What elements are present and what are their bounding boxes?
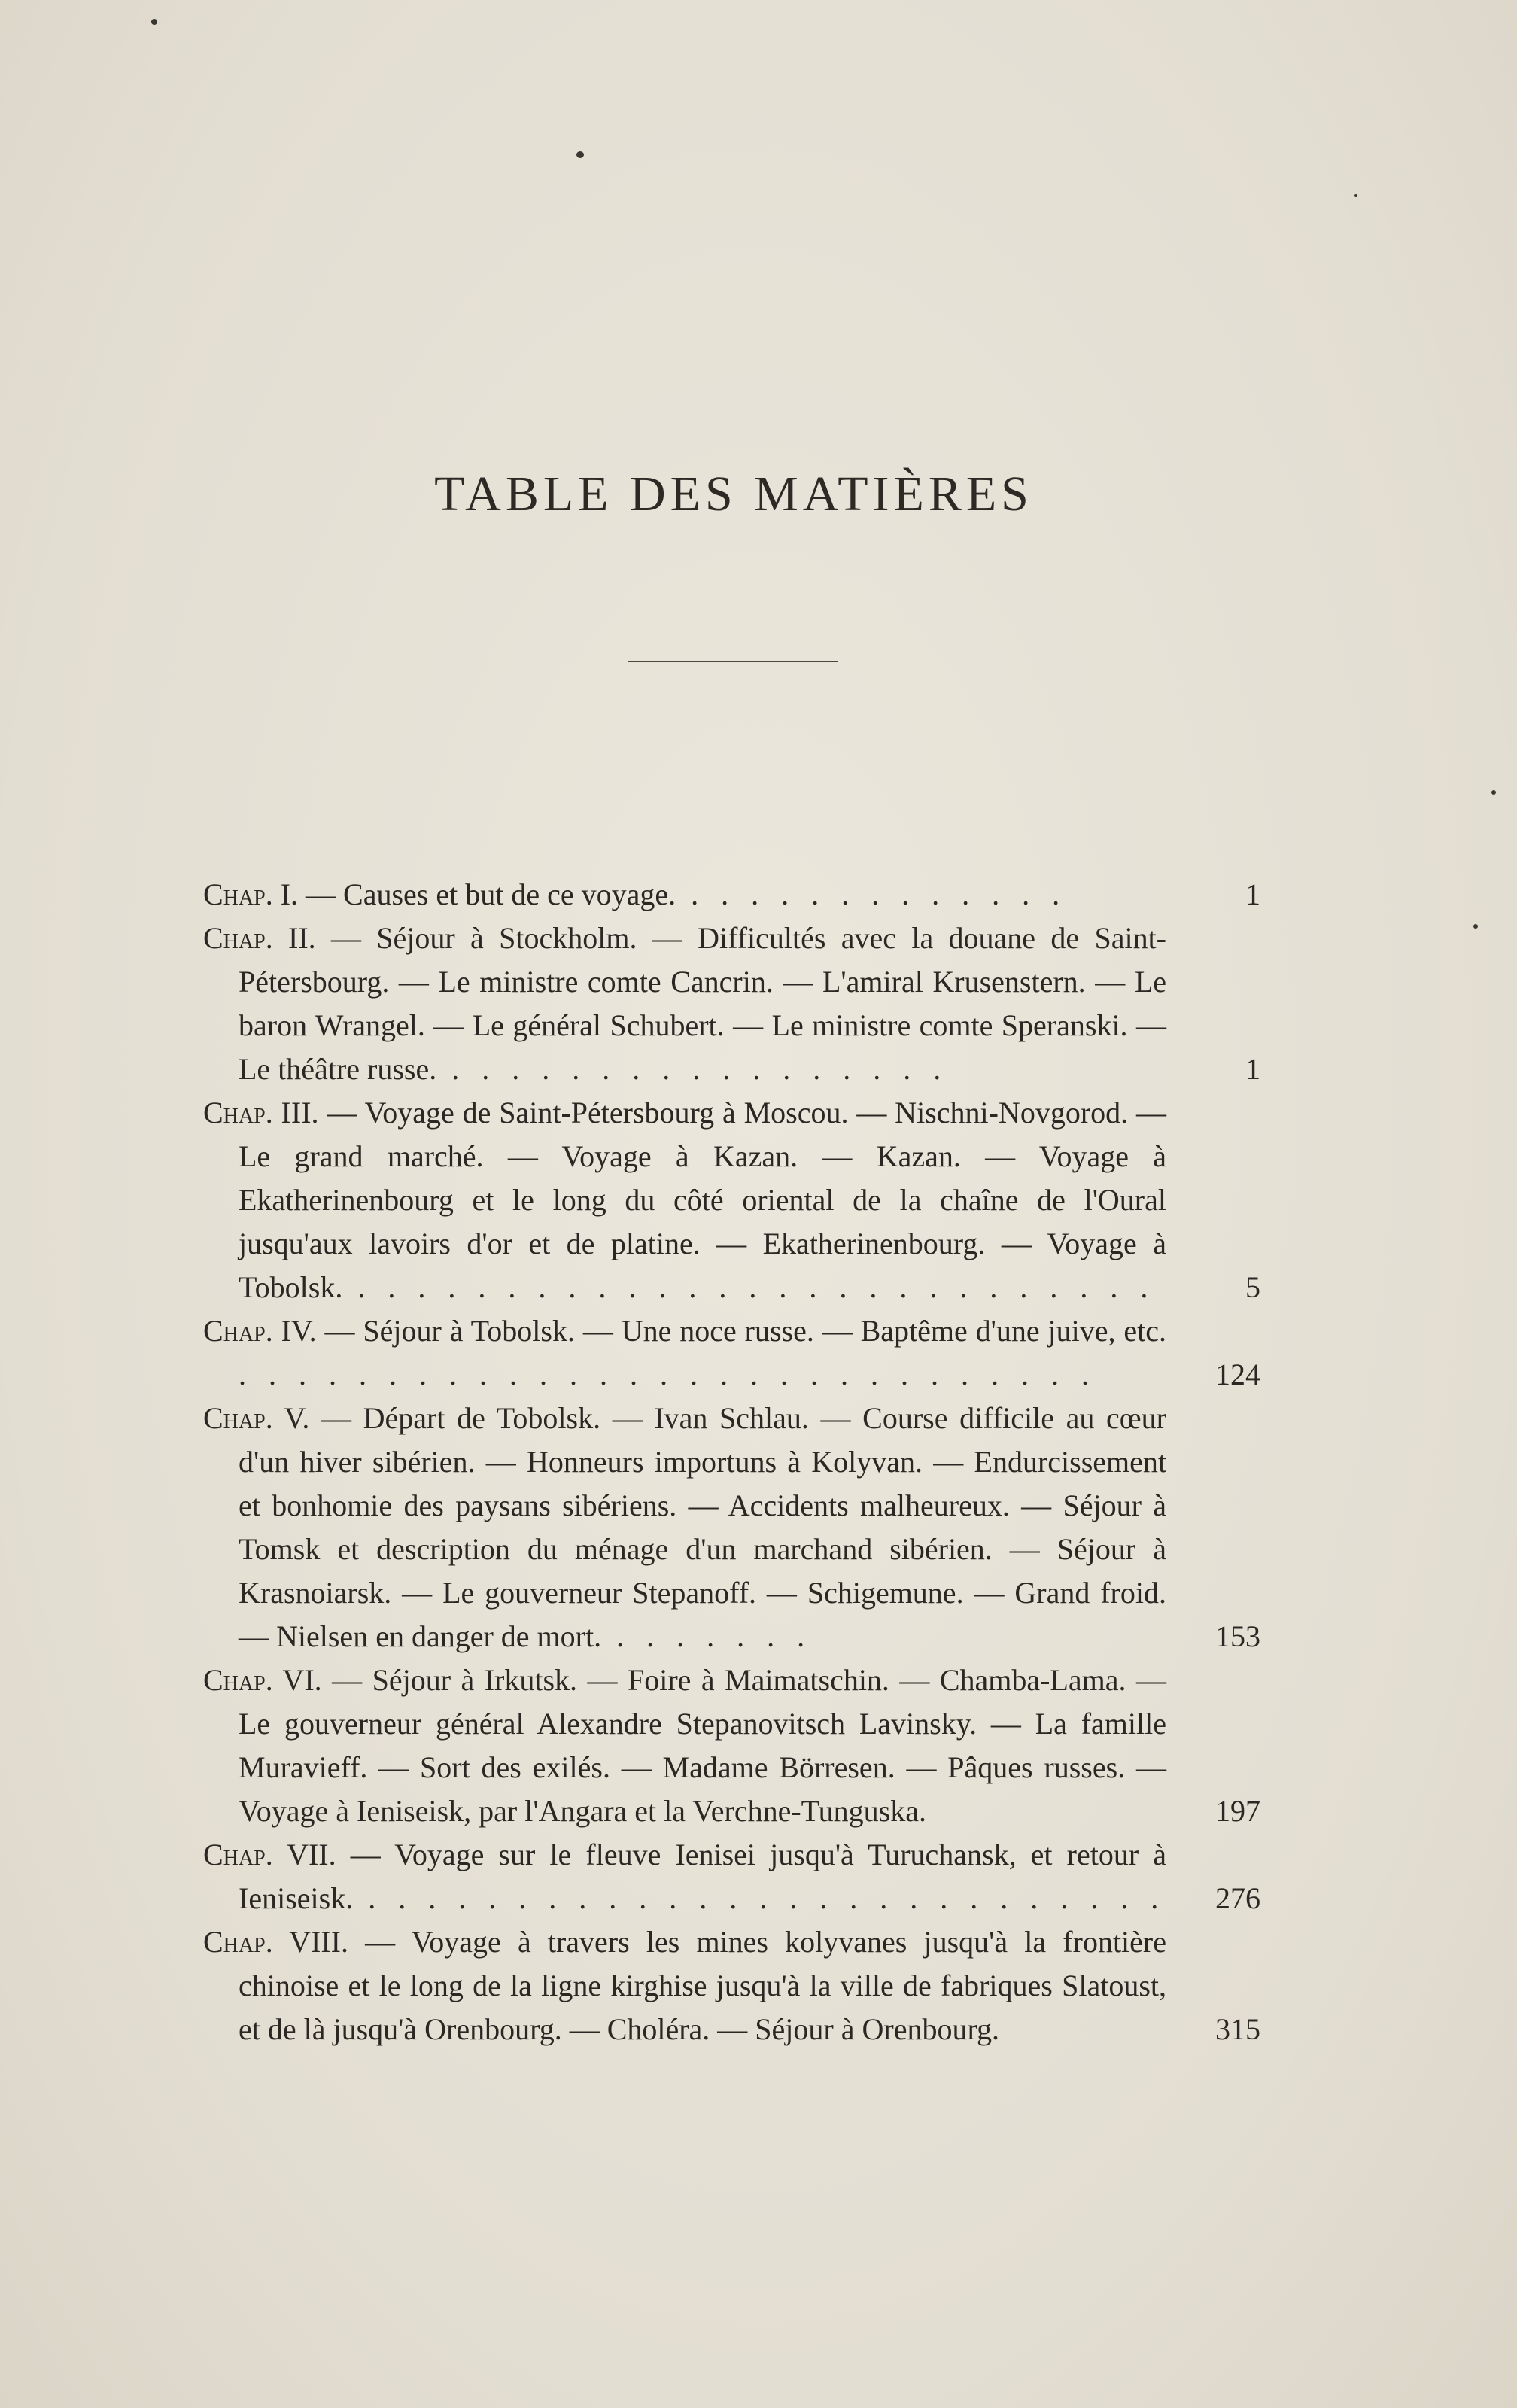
page-number: 5 <box>1245 1270 1260 1304</box>
toc-entry-chap-5 <box>203 1397 1260 1659</box>
chapter-label: Chap. I. <box>203 877 299 911</box>
chapter-summary: — Voyage de Saint-Pétersbourg à Moscou. — Nischni-Novgorod. — Le grand marché. — Voyage à Kazan. — Kazan. — Voyage à Ekatherinenbourg et le long du côté oriental de la chaîne de l'Oural jusqu'aux lavoirs d'or et de platine. — Ekatherinenbourg. — Voyage à Tobolsk. <box>239 1096 1166 1304</box>
dot-leader: . . . . . . . . . . . . . . . . . <box>436 1052 949 1086</box>
chapter-summary: — Séjour à Irkutsk. — Foire à Maimatschin. — Chamba-Lama. — Le gouverneur général Alexandre Stepanovitsch Lavinsky. — La famille Muravieff. — Sort des exilés. — Madame Börresen. — Pâques russes. — Voyage à Ieniseisk, par l'Angara et la Verchne-Tunguska. <box>239 1663 1167 1828</box>
chapter-label: Chap. VII. <box>203 1838 336 1871</box>
chapter-summary: — Séjour à Stockholm. — Difficultés avec la douane de Saint-Pétersbourg. — Le ministre comte Cancrin. — L'amiral Krusenstern. — Le baron Wrangel. — Le général Schubert. — Le ministre comte Speranski. — Le théâtre russe. <box>239 921 1166 1086</box>
chapter-label: Chap. II. <box>203 921 316 955</box>
toc-entry-chap-6 <box>203 1659 1260 1833</box>
page-number: 1 <box>1245 877 1260 911</box>
toc-entry-chap-8 <box>203 1920 1260 2051</box>
paper-speck <box>151 19 157 25</box>
chapter-label: Chap. V. <box>203 1401 310 1435</box>
dot-leader: . . . . . . . <box>601 1619 813 1653</box>
toc-entry-chap-3 <box>203 1091 1260 1309</box>
page-number: 1 <box>1245 1052 1260 1086</box>
paper-speck <box>1473 924 1478 929</box>
chapter-label: Chap. VIII. <box>203 1925 348 1959</box>
chapter-summary: — Séjour à Tobolsk. — Une noce russe. — Baptême d'une juive, etc. <box>324 1314 1167 1348</box>
paper-speck <box>1491 790 1496 795</box>
dot-leader: . . . . . . . . . . . . . . . . . . . . . . . . . . . . . <box>239 1358 1096 1391</box>
page-number: 124 <box>1215 1358 1260 1391</box>
table-of-contents <box>203 873 1260 2051</box>
toc-entry-chap-7 <box>203 1833 1260 1920</box>
page-number: 315 <box>1215 2012 1260 2046</box>
chapter-label: Chap. III. <box>203 1096 319 1130</box>
chapter-summary: — Départ de Tobolsk. — Ivan Schlau. — Course difficile au cœur d'un hiver sibérien. — Honneurs importuns à Kolyvan. — Endurcissement et bonhomie des paysans sibériens. — Accidents malheureux. — Séjour à Tomsk et description du ménage d'un marchand sibérien. — Séjour à Krasnoiarsk. — Le gouverneur Stepanoff. — Schigemune. — Grand froid. — Nielsen en danger de mort. <box>239 1401 1167 1653</box>
page-title: TABLE DES MATIÈRES <box>434 467 1033 522</box>
chapter-summary: — Voyage à travers les mines kolyvanes jusqu'à la frontière chinoise et le long de la ligne kirghise jusqu'à la ville de fabriques Slatoust, et de là jusqu'à Orenbourg. — Choléra. — Séjour à Orenbourg. <box>239 1925 1167 2046</box>
dot-leader: . . . . . . . . . . . . . . . . . . . . . . . . . . . <box>353 1881 1166 1915</box>
dot-leader: . . . . . . . . . . . . . . . . . . . . . . . . . . . <box>342 1270 1156 1304</box>
toc-entry-chap-1 <box>203 873 1260 917</box>
page-number: 197 <box>1215 1794 1260 1828</box>
paper-speck <box>576 151 584 158</box>
paper-speck <box>1354 194 1357 197</box>
toc-entry-chap-4 <box>203 1309 1260 1397</box>
page-number: 276 <box>1215 1881 1260 1915</box>
title-divider <box>628 661 838 662</box>
chapter-summary: — Voyage sur le fleuve Ienisei jusqu'à Turuchansk, et retour à Ieniseisk. <box>239 1838 1167 1915</box>
dot-leader: . . . . . . . . . . . . . <box>676 877 1068 911</box>
chapter-label: Chap. IV. <box>203 1314 317 1348</box>
toc-entry-chap-2 <box>203 917 1260 1091</box>
page-number: 153 <box>1215 1619 1260 1653</box>
chapter-label: Chap. VI. <box>203 1663 322 1697</box>
chapter-summary: — Causes et but de ce voyage. <box>306 877 676 911</box>
